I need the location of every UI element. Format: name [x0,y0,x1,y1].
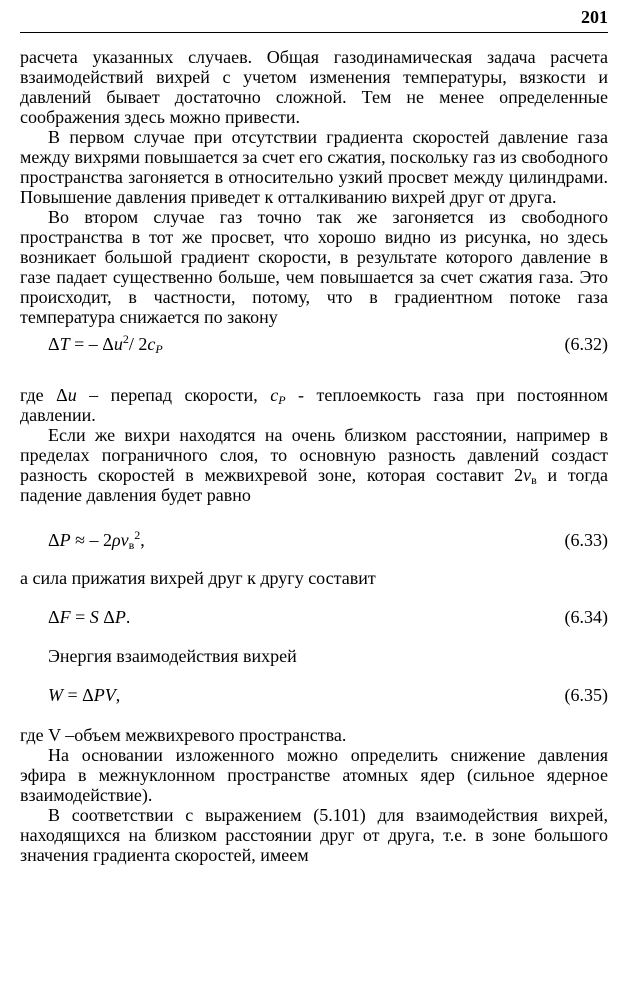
paragraph-5 [20,425,608,505]
eq-var-rho: ρ [111,530,121,550]
p4-text-d: - теплоемкость газа при постоянном давлении. [20,385,608,425]
eq-subscript-P: P [155,342,163,356]
p4-var-u: u [67,385,77,405]
eq-var-P: P [114,607,126,627]
p5-var-v: v [523,465,532,485]
eq-exponent: 2 [122,332,129,346]
equation-number: (6.33) [564,530,608,550]
equation-number: (6.32) [564,334,608,354]
paragraph-6: а сила прижатия вихрей друг к другу составит [20,568,376,588]
eq-punct: , [140,530,145,550]
eq-var-P: P [93,685,105,705]
eq-var-V: V [104,685,116,705]
eq-var-c: c [147,334,156,354]
equation-number: (6.34) [564,607,608,627]
equation-6-32 [20,334,608,354]
paragraph-4 [20,385,608,425]
eq-delta: Δ [48,334,60,354]
equation-6-32-expression [48,334,163,354]
eq-delta: Δ [48,607,60,627]
eq-operator: = – Δ [69,334,114,354]
paragraph-2: В первом случае при отсутствии градиента скоростей давление газа между вихрями повышается за счет его сжатия, поскольку газ из свободного пространства загоняется в относительно узкий просвет между цилиндрами. Повышение давления приведет к отталкиванию вихрей друг от друга. [20,127,608,207]
eq-punct: . [125,607,131,627]
p4-var-c: c [270,385,279,405]
eq-subscript-v: в [128,538,135,552]
eq-var-T: T [59,334,70,354]
paragraph-7: Энергия взаимодействия вихрей [48,646,297,666]
p5-subscript-v: в [531,473,537,487]
eq-punct: , [115,685,121,705]
eq-operator: = [70,607,90,627]
p4-subscript-P: P [278,393,286,407]
eq-operator: ≈ – 2 [70,530,112,550]
paragraph-8: где V –объем межвихревого пространства. [20,725,347,745]
equation-6-35 [20,685,608,705]
equation-number: (6.35) [564,685,608,705]
eq-var-u: u [113,334,123,354]
equation-6-34 [20,607,608,627]
paragraph-9: На основании изложенного можно определить снижение давления эфира в межнуклонном пространстве атомных ядер (сильное ядерное взаимодействие). [20,745,608,805]
eq-var-v: v [120,530,129,550]
eq-var-S: S [89,607,99,627]
eq-operator: = Δ [63,685,94,705]
equation-6-35-expression [48,685,120,705]
eq-delta: Δ [48,530,60,550]
eq-var-F: F [59,607,71,627]
p4-text-a: где Δ [20,385,68,405]
eq-divide: / 2 [128,334,148,354]
p5-text-b: и тогда падение давления будет равно [20,465,608,505]
p5-text-a: Если же вихри находятся на очень близком расстоянии, например в пределах пограничного слоя, то основную разность давлений создаст разность скоростей в межвихревой зоне, которая составит 2 [20,425,608,485]
paragraph-3: Во втором случае газ точно так же загоняется из свободного пространства в тот же просвет, что хорошо видно из рисунка, но здесь возникает большой градиент скорости, в результате которого давление в газе падает существенно больше, чем повышается за счет сжатия газа. Это происходит, в частности, потому, что в градиентном потоке газа температура снижается по закону [20,207,608,327]
p4-text-b: – перепад скорости, [76,385,271,405]
equation-6-33 [20,530,608,550]
page-number: 201 [581,7,608,27]
paragraph-1: расчета указанных случаев. Общая газодинамическая задача расчета взаимодействий вихрей с учетом изменения температуры, вязкости и давлений бывает достаточно сложной. Тем не менее определенные соображения здесь можно привести. [20,47,608,127]
equation-6-33-expression [48,530,145,550]
eq-delta: Δ [98,607,115,627]
eq-var-P: P [59,530,71,550]
book-page [20,0,608,1000]
paragraph-10: В соответствии с выражением (5.101) для взаимодействия вихрей, находящихся на близком расстоянии друг от друга, т.е. в зоне большого значения градиента скоростей, имеем [20,805,608,865]
equation-6-34-expression [48,607,130,627]
eq-exponent: 2 [134,528,141,542]
page-header [20,0,608,33]
eq-var-W: W [48,685,63,705]
